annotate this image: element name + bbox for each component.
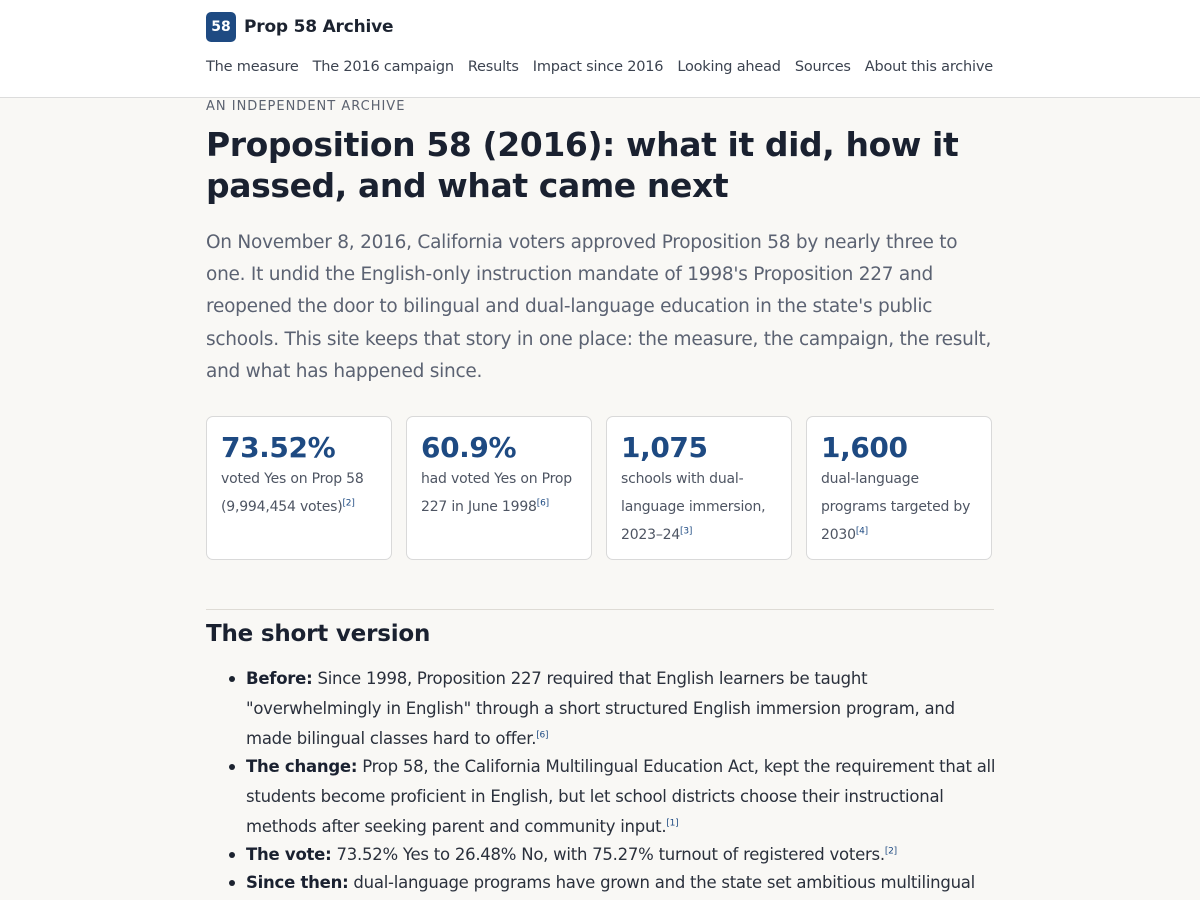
- nav-link-the-measure[interactable]: The measure: [206, 59, 299, 75]
- list-item-text: dual-language programs have grown and the state set ambitious multilingual: [353, 873, 975, 892]
- stat-card-yes-vote: [206, 416, 392, 560]
- list-item-text: Prop 58, the California Multilingual Education Act, kept the requirement that all students become proficient in English, but let school districts choose their instructional methods after seeking parent and community input.: [246, 757, 996, 836]
- lede-paragraph: On November 8, 2016, California voters approved Proposition 58 by nearly three to one. It undid the English-only instruction mandate of 1998's Proposition 227 and reopened the door to bilingual and dual-language education in the state's public schools. This site keeps that story in one place: the measure, the campaign, the result, and what has happened since.: [206, 232, 992, 382]
- brand-name[interactable]: Prop 58 Archive: [244, 17, 394, 37]
- stat-label-text: dual-language programs targeted by 2030: [821, 471, 971, 543]
- logo-badge: 58: [206, 12, 236, 42]
- stat-value: 60.9%: [421, 431, 517, 464]
- stat-label-text: schools with dual-language immersion, 2023–24: [621, 471, 766, 543]
- stat-label-text: had voted Yes on Prop 227 in June 1998: [421, 471, 572, 515]
- site-header: [0, 0, 1200, 98]
- stat-card-schools: [606, 416, 792, 560]
- list-item-term: The vote:: [246, 845, 332, 864]
- list-item: [246, 752, 998, 842]
- main-nav: [206, 56, 1007, 78]
- stat-label: [621, 465, 777, 549]
- stat-value: 73.52%: [221, 431, 336, 464]
- list-item: [246, 664, 998, 754]
- stat-card-2030-target: [806, 416, 992, 560]
- citation-link[interactable]: [6]: [536, 730, 549, 741]
- list-item-text: 73.52% Yes to 26.48% No, with 75.27% turnout of registered voters.: [336, 845, 885, 864]
- stat-label: [821, 465, 977, 549]
- nav-link-looking-ahead[interactable]: Looking ahead: [677, 59, 781, 75]
- list-item: [246, 868, 998, 898]
- citation-link[interactable]: [2]: [884, 846, 897, 857]
- citation-link[interactable]: [1]: [666, 818, 679, 829]
- citation-link[interactable]: [4]: [855, 526, 868, 537]
- brand[interactable]: [206, 12, 393, 42]
- citation-link[interactable]: [3]: [680, 526, 693, 537]
- nav-link-about[interactable]: About this archive: [864, 59, 993, 75]
- section-heading: The short version: [206, 621, 431, 647]
- citation-link[interactable]: [2]: [342, 498, 355, 509]
- nav-link-campaign[interactable]: The 2016 campaign: [312, 59, 454, 75]
- nav-link-results[interactable]: Results: [467, 59, 519, 75]
- list-item-term: The change:: [246, 757, 358, 776]
- list-item: [246, 840, 998, 870]
- list-item-text: Since 1998, Proposition 227 required that English learners be taught "overwhelmingly in English" through a short structured English immersion program, and made bilingual classes hard to offer.: [246, 669, 955, 748]
- section-divider: [206, 609, 994, 610]
- nav-link-sources[interactable]: Sources: [794, 59, 851, 75]
- list-item-term: Before:: [246, 669, 313, 688]
- citation-link[interactable]: [6]: [536, 498, 549, 509]
- eyebrow-label: AN INDEPENDENT ARCHIVE: [206, 99, 406, 114]
- stat-value: 1,075: [621, 431, 708, 464]
- stat-label: [421, 465, 577, 521]
- list-item-term: Since then:: [246, 873, 349, 892]
- stat-card-prop-227: [406, 416, 592, 560]
- summary-list: [246, 664, 998, 898]
- stat-label: [221, 465, 377, 521]
- stat-label-text: voted Yes on Prop 58 (9,994,454 votes): [221, 471, 364, 515]
- nav-link-impact[interactable]: Impact since 2016: [532, 59, 664, 75]
- stat-value: 1,600: [821, 431, 908, 464]
- page-title: Proposition 58 (2016): what it did, how it passed, and what came next: [206, 125, 959, 205]
